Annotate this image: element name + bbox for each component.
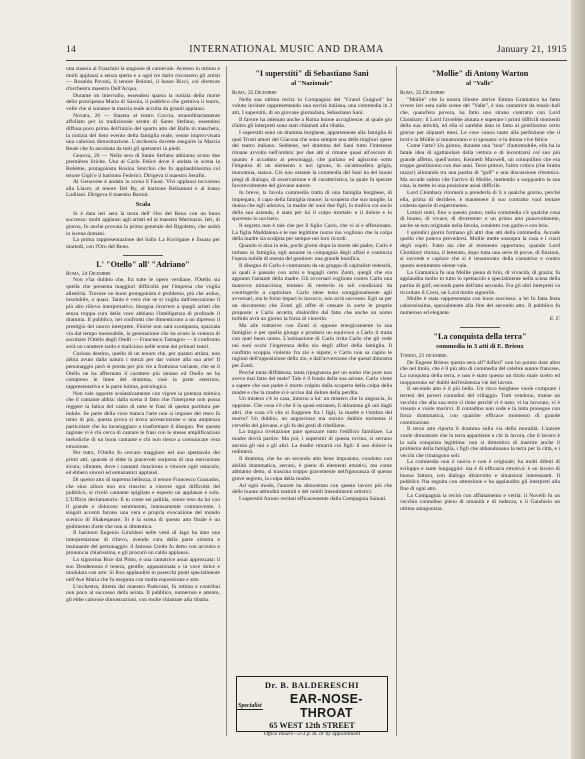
- paragraph: Ma alle trattative con Zonti si oppone energicamente la sua famiglia: e per quella giunge a prodursi un equivoco a Carlo il tratta con quel buon uomo. L'ostinazione di Carlo irrita Carlo che gli vede nei suoi occhi l'ingerenza dello zio degli affari della famiglia. Il conflitto scoppia violento fra zio e nipote; e Carlo non sa capire le ragioni dell'opposizione dello zio, e dall'avversione che questi dimostra per Zonti.: [232, 322, 392, 369]
- paragraph: Lord Clombary ritornerà a prenderla di li a qualche giorno, perché ella, prima di decidere, è mantenere il suo contratto vuol tentare codesta specie di esperimento.: [400, 189, 560, 210]
- paragraph: Ad ogni modo, l'autore ha dimostrato con questo lavoro più che delle buone attitudini teatrali e dei nobili intendimenti artistici.: [232, 482, 392, 496]
- paragraph: Quando si alza la tela, pochi giorni dopo la morte del padre, Carlo è turbato in famiglia, egli assume la compagnia degli affari e comincia l'opera nobile di onesta del genitore: una grande bonifica.: [232, 243, 392, 263]
- dateline: Roma, 25 Dicembre: [400, 90, 445, 96]
- signature: E. F.: [549, 316, 560, 323]
- article-title-mollie: "Mollie" di Antony Warton: [431, 69, 529, 78]
- paragraph: L'orchestra, diretta dal maestro Padovani, fu ottima e contribuì non poco al successo della serata. Il pubblico, numeroso e attento, gli ebbe calorose dimostrazioni, con molte chiamate alla ribalta.: [66, 583, 220, 603]
- paragraph: Il terzo atto riporta il dramma sulla via della moralità. L'autore vuole dimostrare che la terra appartiene a chi la lavora, che il lavoro è la sola conquista legittima: non si dimentica di inserire anche il problema della famiglia, i figli che abbandonano la terra per la città, e i vecchi che rimangono soli.: [400, 426, 560, 459]
- ad-office-hours: Office Hours—2-3 p. m. or by appointment: [263, 731, 361, 737]
- article-title-otello: L' "Otello" all' "Adriano": [96, 259, 190, 269]
- separator: [460, 327, 500, 328]
- paragraph: Il baritono Eugenio Giraldoni nelle vesti di Jago ha dato una interpretazione di rilievo, avendo cura della parte sinistra e insinuante del personaggio: il famoso Credo fu detto con accento e pronuncia chiarissima, e gli procurò un caldo applauso.: [66, 530, 220, 557]
- paragraph: Per tutto, l'Otello fu cercato maggiore nel suo spettacolo dei primi atti, quando si ebbe la piacevole sorpresa di una esecuzione sicura, vibrante, dove i cantanti riuscirono a vincere ogni ostacolo, ed ebbero sinceri ed entusiastici applausi.: [66, 450, 220, 477]
- section-heading-scala: Scala: [135, 201, 151, 209]
- paragraph: La commedia non è nuova e non è originale; ha molti difetti di sviluppo e tante lungaggini: ma è di efficacia emotiva: è un lavoro di buona fattura, con dialogo disinvolto e situazioni interessanti. Il pubblico l'ha seguita con attenzione e ha applaudito gli interpreti alla fine di ogni atto.: [400, 459, 560, 493]
- paragraph: Perché tanta diffidenza, tanta ripugnanza per un uomo che pure non aveva mai fatto del male? Tale è il fondo della sua azione. Carlo viene a sapere che suo padre è morto colpito dalla scoperta della colpa della madre e che la madre si è uccisa dal dolore della perdita.: [232, 369, 392, 396]
- dateline: Roma, 25 Dicembre: [232, 90, 277, 96]
- article-title-superstiti: "I superstiti" di Sebastiano Sani: [255, 69, 369, 78]
- paragraph: rata stasera al Fraschini la stagione di carnevale. Avremo in ottimo e molti applausi a senza spetta e a ogni tre darlo riscossero gli artisti — Rosalda Pavoni, il tenore Bolonti, il basso Ricci, col direttore d'orchestra maestro Dell'Acqua.: [66, 66, 220, 92]
- paragraph: Il favore ha ottenuto anche a Roma buone accoglienze; al quale gio d'altro gli interpreti sono stati chiamati alla ribalta.: [232, 116, 392, 130]
- paragraph: Di questo atto di suprema bellezza, il tenore Francesco Granados, che sino allora non era riuscito a vincere ogni difficoltà del pubblico, si rivelò cantante spigliato e esperto un applauso e solo. L'Ufficio declamatorio: E tu come sei pallida, venne reso da lui con il grande e doloroso sentimento, intensamente commovente, i singoli accenti furono una vera e propria evocazione del mondo scenico di Shakespeare. Si è la scena di questo atto finale è un godimento d'arte che non si dimentica.: [66, 477, 220, 530]
- column-3: [400, 66, 560, 736]
- paragraph: La tragica rivelazione pare spezzare tutto l'edificio familiare. La madre dovrà partire. Ma poi, i superstiti di questa rovina, si serrano ancora gli uni a gli altri. La madre rimarrà coi figli: il suo dolore la redimerà.: [232, 429, 392, 456]
- ad-specialty-line: [237, 692, 387, 720]
- column-1: [66, 66, 220, 736]
- separator: [123, 255, 163, 256]
- paragraph: Durante un intervallo, essendosi sparsa la notizia della morte della principessa Maria di Savoia, il pubblico che gremiva il teatro, volle che si sonasse la marcia reale accolta da grandi applausi.: [66, 92, 220, 112]
- ad-doctor-name: Dr. B. BALDERESCHI: [264, 680, 360, 690]
- paragraph: La prima rappresentazione del ballo La Korrigane è fissata per martedì, con l'Oro del Reno.: [66, 237, 220, 251]
- paragraph: Novara, 26 — Stasera al teatro Coccia, straordinariamente affollato per la tradizionale serata di Santo Stefano, essendosi diffusa poco prima dell'inizio del quarto atto del Ballo in maschera, la notizia del lieto evento della famiglia reale, venne improvvisata una calorosa dimostrazione. L'orchestra dovette eseguire la Marcia Reale che fu ascoltata da tutti gli spettatori in piedi.: [66, 112, 220, 152]
- article-subtitle: al "Valle": [465, 80, 495, 87]
- paragraph: I quindici giorni formano gli altri due atti della commedia. Accade quello che poteva prevedersi. Mollie mette sossopra la casa e i cuori degli ospiti. Fatto sta che al momento opportuno, quando Lord Clombary ritorna, il letterato, dopo tutta una serie di prove, di finzioni, si ravvede e capisce che si è innamorato della cantatrice e contro questo sentimento niente vale.: [400, 229, 560, 270]
- column-2: [232, 66, 392, 670]
- paragraph: Curioso destino, quello di un tenore che, per quanto artista, non abbia avuto dalla natura i mezzi per dar valore alla sua arte! Il personaggio però si presta per più vie a fruttuosa variante, che se il Otello ne ha affermato il carattere più umano ed Otello ne ha compreso le linee del dramma, cioè la parte esteriore, rappresentativa e la parte intima, psicologica.: [66, 350, 220, 390]
- ad-specialty: EAR-NOSE-THROAT: [289, 692, 363, 720]
- paragraph: I superstiti sono un dramma borghese, appartenente alla famiglia di quei Trusti amori del Giacosa che sono sempre una delle migliori opere del teatro italiano. Sebbene, nel dramma del Sani tutto l'interesse rimane avvolto nell'ombra: per due atti si rimane quasi all'oscuro di quanto è accaduto ai personaggi, che parlano ed agiscono sotto l'impulso di un elemento a noi ignoto, in un'atmosfera grigia, monotona, stanca. Ciò non ostante la commedia del Sani ha dei buoni pregi di dialogo, di osservazione e di caratteristica, la quale fa sperare favorevolmente del giovane autore.: [232, 129, 392, 190]
- article-subtitle: al "Nazionale": [291, 80, 333, 87]
- ad-address: 65 WEST 12th STREET: [269, 721, 355, 730]
- article-title-conquista: "La conquista della terra": [433, 331, 527, 341]
- issue-date: January 21, 1915: [497, 45, 567, 55]
- page-header: [66, 44, 567, 58]
- paragraph: Come l'arte? Un giorno, durante una "tour" d'automobile, ella ha la fatale idea di sgattaiolare dalla vettura e di incontrarsi col suo più grande affetto, quell'uomo, Kenneth Maxwell, un coinquilino che era troppo gentiluomo con due anni. Terre pittore, l'altro critico (che brutta razza!) allorando tra una partita di "golf" e una discussione d'estetica. Ma accade subito che l'arrivo di Mollie, mettendo a soqquadro la sua casa, la mette in una posizione assai difficile.: [400, 143, 560, 190]
- column-divider: [396, 66, 397, 736]
- paragraph: Genova, 26 — Nella sera di Santo Stefano abbiamo avuto due premières liriche. Una al Carlo Felice dove è andata in scena la Bohème, protagonista Rosina Storchio che fu applauditissima col tenore Gigli e il baritono Federici. Dirigeva il maestro Serafin.: [66, 152, 220, 179]
- paragraph: I superstiti furono recitati efficacemente dalla Compagnia Sainati.: [239, 496, 387, 503]
- paragraph: Non vale opporre scolasticamente con vigore la potenza mimica che il cantante abbia: dalla scena il fatto che l'interprete non possa reggere la fatica del canto di tutte le frasi di questa partitura per indole. Se parte della voce manca l'arte non si impone del resto fa tanto di più, questa prova si trova un'esecuzione o una ampiezza particolare che ha incoraggiato a trasformare il disegno. Per questa ragione vi è chi cerca di cantare le frasi con le stesse amplificazioni melodiche di un buon cantante e chi non riesce a comunicare vera emozione.: [66, 390, 220, 450]
- page-edge: [571, 0, 585, 759]
- page-number: 14: [66, 45, 77, 55]
- paragraph: Il segreto non è tale che per il figlio Carlo, che vi si è affezionato. La figlia Maddalena e le sue legittime nozze ma vogliono che la colpa della madre sia scolpita per sempre nei loro ricordi.: [232, 223, 392, 243]
- paragraph: In breve, la favola commedia tratta di una famiglia borghese, di impiegato, il capo della famiglia muore; la scoperta che suo moglie, la donna che egli adorava, la madre de' suoi due figli, lo tradiva col socio della sua azienda, è stata per lui il colpo mortale: e il dolore e lo spavento lo uccisero.: [232, 189, 392, 223]
- paragraph: De Eugene Brieux questa sera all'"Alfieri" non ho potuto dare altro che nel titolo, che è il più alto di commedia del celebre autore francese, La conquista della terra, e non è stato questo un titolo male scelto ed inopportuno ne' dubbi dell'esistenza vie del lavoro.: [400, 359, 560, 386]
- paragraph: Il dramma, che ha un secondo atto bene impostato, condotto con abilità drammatica, serrato, è pieno di elementi emotivi, ma come abbiamo detto, si trascina troppo gravemente nell'ignoranza di questo grave segreto, la colpa della madre.: [232, 456, 392, 483]
- dateline: Roma, 24 Dicembre: [66, 270, 111, 277]
- article-subtitle: commedia in 3 atti di E. Brieux: [436, 342, 524, 350]
- paragraph: Il secondo atto è il più bello. Un ricco borghese vuole comprare i terreni dei poveri contadini del villaggio. Tutti vendono, tranne un vecchio che alla sua terra ci tiene perché vi è nato, vi ha lavorato, vi è vissuto e vuole morirvi. Il contadino non cede e la lotta prosegue con forza drammatica, con qualche efficace momento di grande commozione.: [400, 386, 560, 426]
- paragraph: Al Genovese è andata in scena il Faust. Vivi applausi toccarono alla Llacer, al tenore Del Ry, al baritone Bellantoni e al basso Lodilani. Dirigeva il maestro Baroni.: [66, 179, 220, 199]
- doctor-advertisement: [236, 676, 388, 737]
- paragraph: La Compagnia la recitò con affiatamento e verità: il Novelli fu un vecchio contadino pieno di umanità e di rudezza, e il Gandusio un ottimo antagonista.: [400, 492, 560, 513]
- paragraph: Un mistero c'è in casa, intorno a lui: un mistero che lo angoscia, lo opprime. Che cosa c'è che il la quasi estraneo, li allontana gli uni dagli altri, che cosa c'è che si frappone fra i figli, la madre e l'ombra del morto? Un dubbio, un angoscioso ma oscuro dubbio tormenta il cervello del giovane, e gli fa dei gesti di ribellione.: [232, 396, 392, 429]
- publication-title: INTERNATIONAL MUSIC AND DRAMA: [189, 44, 384, 55]
- paragraph: Si è data ieri sera la terza dell' Oro del Reno con un buon successo: molti applausi agli artisti ed al maestro Marinuzzi. Ieri, di giorno, fu anche provata la prima generale del Rigoletto, che andrà in iscena domani.: [66, 210, 220, 237]
- paragraph: "Mollie" che la nostra illustre attrice Emma Gramatica ha fatto vivere ieri sera sulle scene del "Valle", è una cantatrice da music-hall che, quand'era povera, ha fatto uno strano contratto con Lord Clombary: il Lord l'avrebbe aiutata e superare i primi difficili momenti della sua attività, ed ella si sarebbe data in fatto al gentiluomo certo giorno per alquanti mesi. Le cose vanno tanto alla perfezione che il lord e la Mollie si innamorano e si sposano: e la donna vive felice.: [400, 96, 560, 143]
- paragraph: Nella sua ultima recita la Compagnia del "Grand Guignol" ha voluto invitare rappresentando una novità italiana, una commedia in 3 atti, I superstiti, di un giovane giornalista, Sebastiano Sani.: [232, 96, 392, 116]
- paragraph: La Gramatica fu una Mollie piena di brio, di vivacità, di grazia; fu applaudita molto in tutto lo spettacolo e specialmente nella scena della partita di golf, seconda parte dell'atto secondo. Fra gli altri interpreti va ricordato il Corsi, un Lord molto signorile.: [400, 269, 560, 296]
- column-divider: [226, 66, 227, 736]
- paragraph: La signorina Rice dal Pinto, è una cantatrice assai apprezzata: il suo Desdemona è tenera, gentile, appassionata e la voce dolce e modulata con arte. Si fece applaudire in parecchi punti specialmente nell'Ave Maria che fu eseguita con molta espressione e arte.: [66, 556, 220, 583]
- paragraph: Lettori miei, fino a questo punto, nella commedia c'è qualche cosa di buono, di vivace, di divertente: e un primo atto piacevolmente, anche se non originale nella favola, condotto con garbo e con brio.: [400, 209, 560, 230]
- dateline: Torino, 21 dicembre.: [400, 352, 448, 359]
- ad-specialist-badge: Specialist: [238, 702, 262, 709]
- paragraph: Mollie è stata rappresentata con buon successo: a lei fu fatta festa calorosissima, specialmente alla fine del secondo atto. Il pubblico fu numeroso ed elegante.: [400, 296, 560, 316]
- paragraph: Il disegno di Carlo è contrastato da un gruppo di capitalisti tedeschi, ai quali è passato con armi e bagagli certo Zonti, quegli che era appunto l'amante della madre. Gli avversari vogliono contro Carlo una manovra minacciosa; tentano di metterlo in tali condizioni da costringerlo a capitolare. Carlo tiene testa coraggiosamente agli avversari, ma le forze impari lo incocco, non avrà successo. Egli sa per un documento che Zonti gli offre di cessare la sorte le proprie proposte: e Carlo accetta, sbalordito dal fatto che anche un uomo torbido avrà un giorno la forza di vincerlo.: [232, 263, 392, 323]
- paragraph: Non v'ha dubbio che, fra tutte le opere verdiane, l'Otello sia quella che presenta maggiori difficoltà per l'impresa che voglia allestirla. Trovare un buon protagonista è problema, più che arduo, insolubile, o quasi. Tanto è vero che se si voglia dall'esecuzione il più alto rilievo interpretativo, bisogna ricorrere a quegli artisti che senza troppa cura della voce abbiano l'intelligenza di profonde il dramma. Il pubblico, nei confronti che dimenticono a un dipresso il prestigio del nuovo interprete. Finché non sarà scomparsa, spazzata via dal tempo inesorabile, la generazione che ha avuto la ventura di ascoltare l'Otello degli Otelli — Francesco Tamagno — il confronto avrà un carattere tardo e malicioso nelle scene dei primari teatri.: [66, 277, 220, 350]
- header-rule: [66, 60, 567, 61]
